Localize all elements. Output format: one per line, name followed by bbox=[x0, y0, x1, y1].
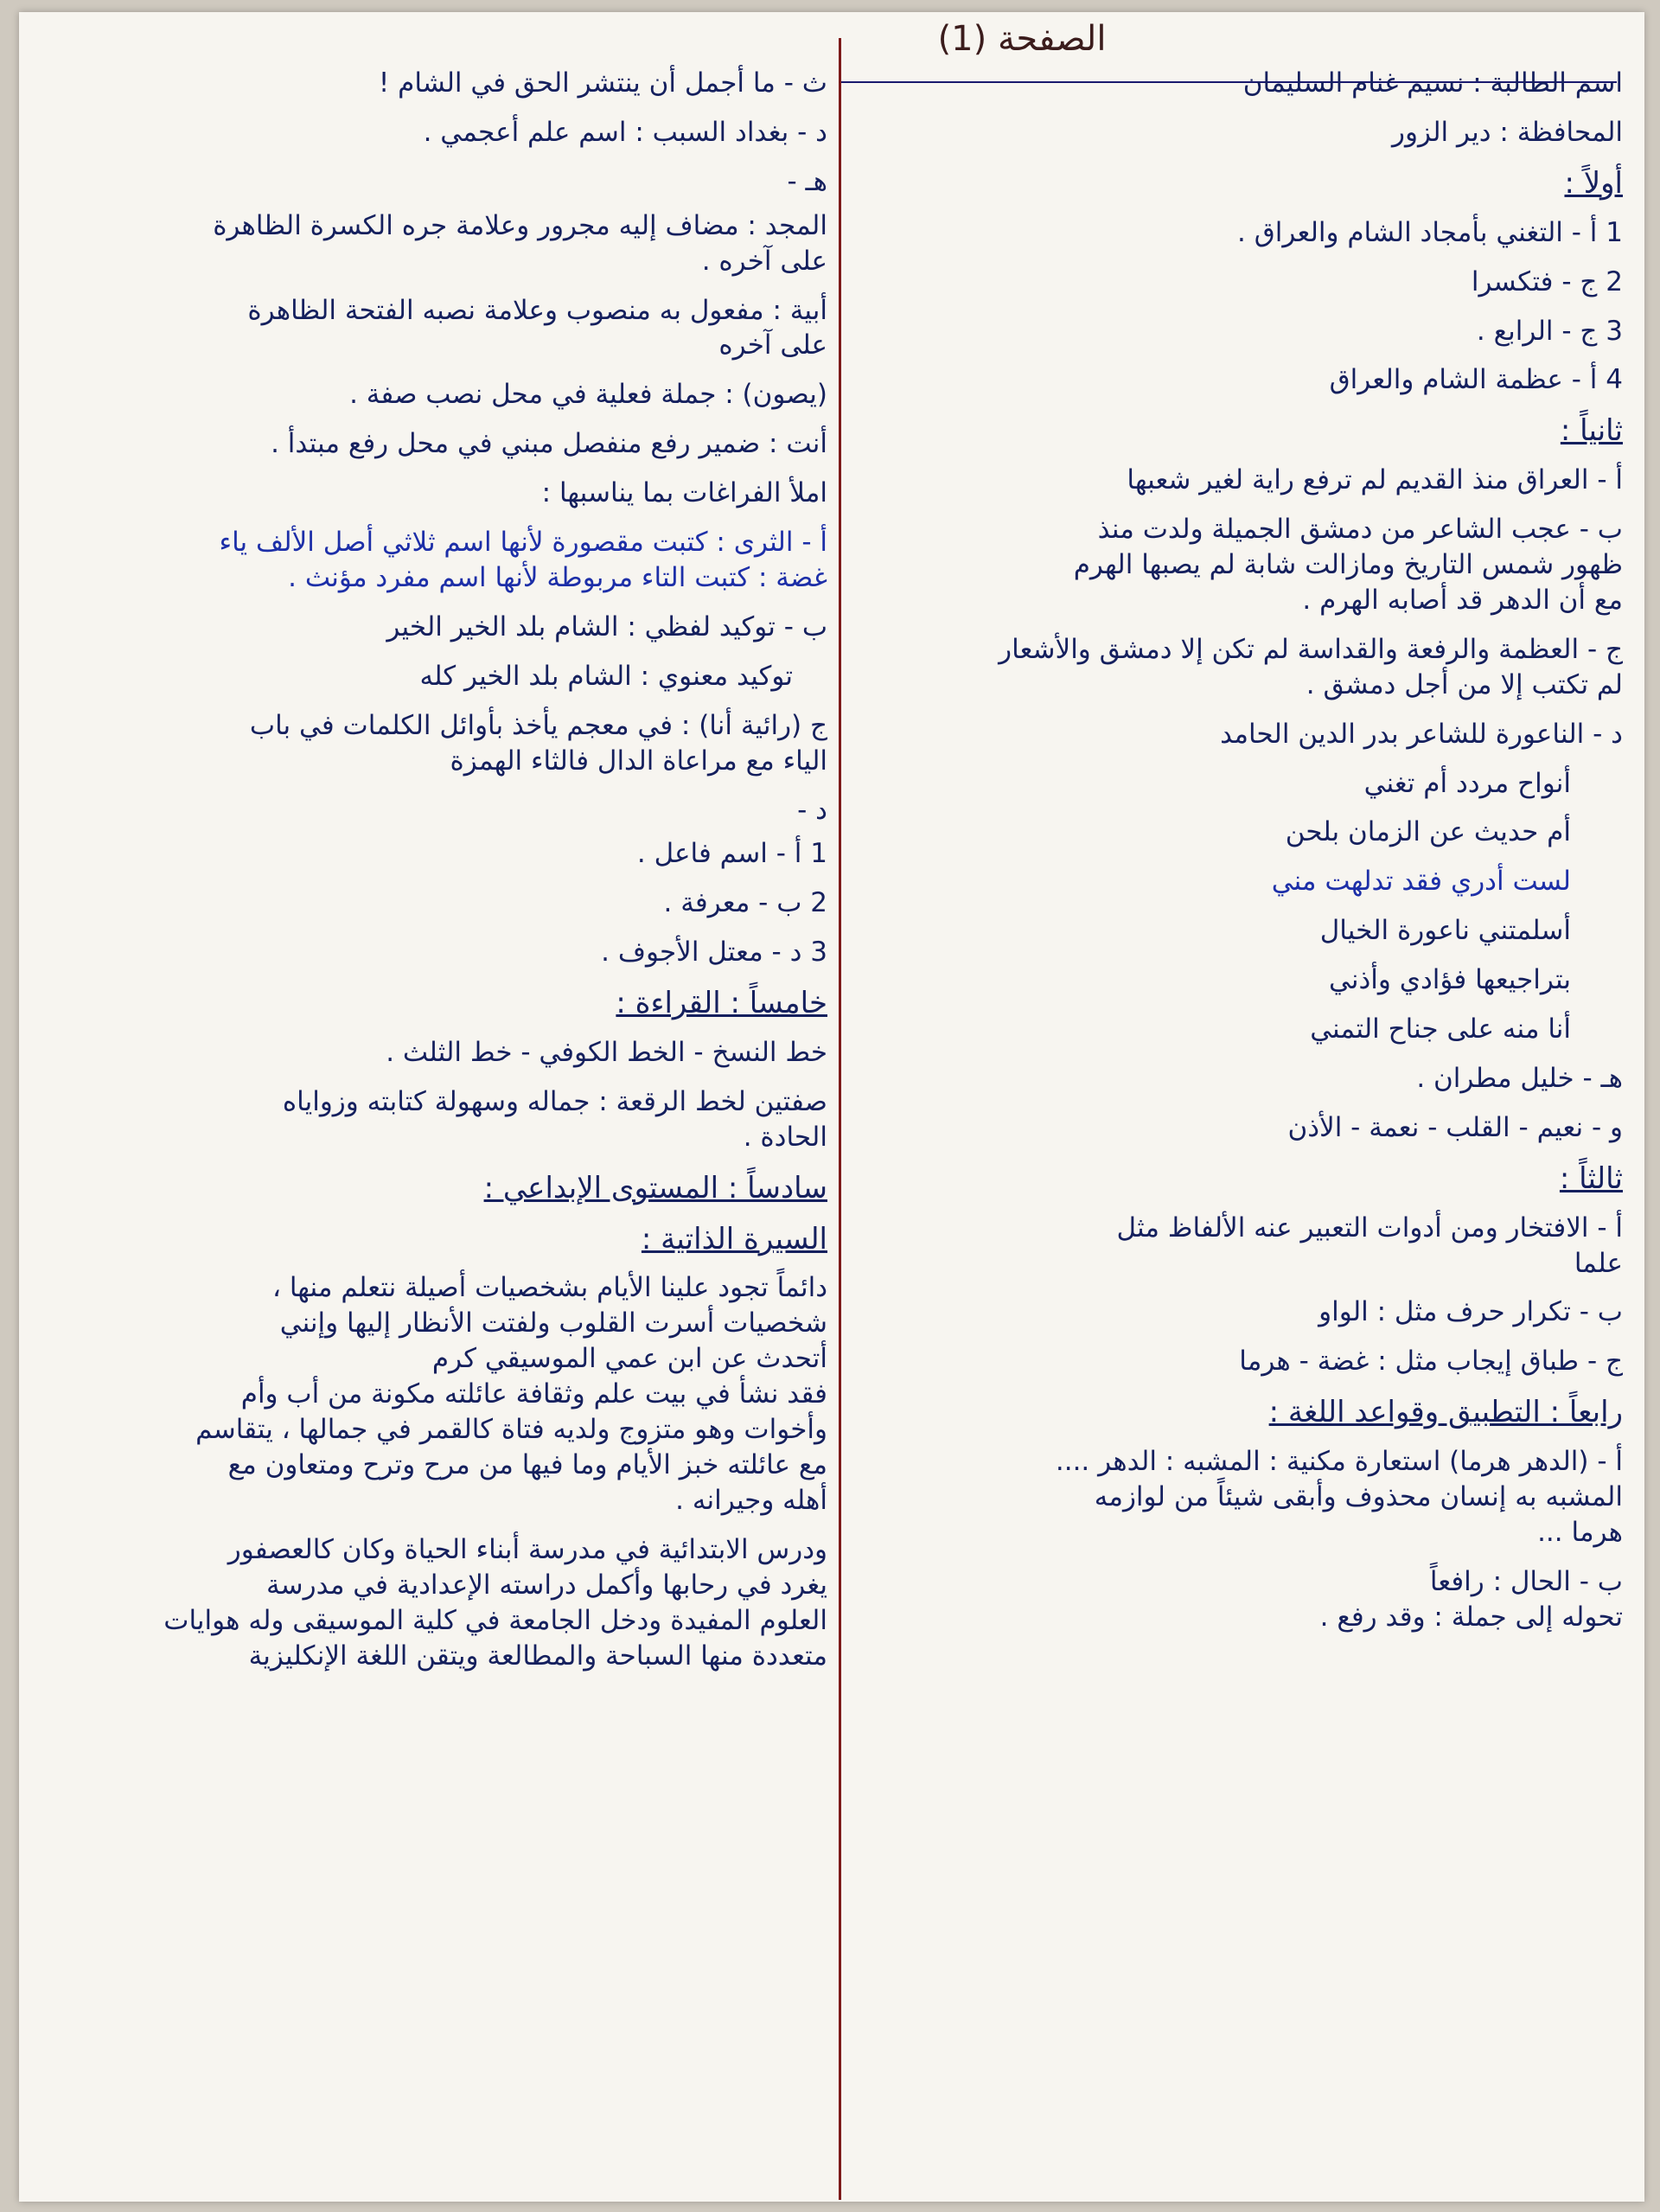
handwritten-line: بتراجيعها فؤادي وأذني bbox=[1329, 964, 1571, 996]
handwritten-line: ثانياً : bbox=[1560, 413, 1623, 449]
handwritten-line: لست أدري فقد تدلهت مني bbox=[1271, 866, 1571, 898]
handwritten-line: دائماً تجود علينا الأيام بشخصيات أصيلة نتعلم منها ، شخصيات أسرت القلوب ولفتت الأنظار إليها وإنني أتحدث عن ابن عمي الموسيقي كرم فقد نشأ في بيت علم وثقافة عائلته مكونة من أب وأم وأخوات وهو متزوج ولديه فتاة كالقمر في جمالها ، يتقاسم مع عائلته خبز الأيام وما فيها من مرح وترح ومتعاون مع أهله وجيرانه . bbox=[195, 1272, 827, 1516]
handwritten-line: 3 ج - الرابع . bbox=[1476, 315, 1623, 347]
handwritten-line: و - نعيم - القلب - نعمة - الأذن bbox=[1287, 1111, 1623, 1143]
handwritten-line: د - الناعورة للشاعر بدر الدين الحامد bbox=[1220, 718, 1623, 750]
handwritten-line: ودرس الابتدائية في مدرسة أبناء الحياة وكان كالعصفور يغرد في رحابها وأكمل دراسته الإعدادية في مدرسة العلوم المفيدة ودخل الجامعة في كلية الموسيقى وله هوايات متعددة منها السباحة والمطالعة ويتقن اللغة الإنكليزية bbox=[163, 1533, 827, 1672]
column-divider bbox=[839, 38, 841, 2200]
handwritten-line: أنت : ضمير رفع منفصل مبني في محل رفع مبتدأ . bbox=[271, 428, 827, 460]
notebook-page bbox=[19, 12, 1644, 2202]
handwritten-line: صفتين لخط الرقعة : جماله وسهولة كتابته وزواياه الحادة . bbox=[282, 1085, 827, 1153]
handwritten-line: أ - العراق منذ القديم لم ترفع راية لغير شعبها bbox=[1127, 464, 1623, 496]
handwritten-line: أ - الافتخار ومن أدوات التعبير عنه الألفاظ مثل علما bbox=[1116, 1211, 1623, 1279]
handwritten-line: المجد : مضاف إليه مجرور وعلامة جره الكسرة الظاهرة على آخره . bbox=[213, 209, 827, 277]
handwritten-line: ب - الحال : رافعاً تحوله إلى جملة : وقد رفع . bbox=[1319, 1565, 1623, 1633]
right-column bbox=[862, 66, 1623, 1649]
handwritten-line: سادساً : المستوى الإبداعي : bbox=[483, 1170, 827, 1205]
page-number: الصفحة (1) bbox=[937, 19, 1107, 59]
handwritten-line: ج - طباق إيجاب مثل : غضة - هرما bbox=[1239, 1346, 1623, 1378]
handwritten-line: 1 أ - اسم فاعل . bbox=[636, 838, 827, 870]
handwritten-line: أنا منه على جناح التمني bbox=[1310, 1013, 1571, 1045]
handwritten-line: ج (رائية أنا) : في معجم يأخذ بأوائل الكلمات في باب الياء مع مراعاة الدال فالثاء الهمزة bbox=[249, 709, 827, 777]
handwritten-line: أولاً : bbox=[1564, 165, 1623, 201]
handwritten-line: هـ - bbox=[787, 165, 827, 197]
handwritten-line: أم حديث عن الزمان بلحن bbox=[1285, 816, 1571, 848]
handwritten-line: رابعاً : التطبيق وقواعد اللغة : bbox=[1268, 1395, 1623, 1430]
handwritten-line: 2 ب - معرفة . bbox=[663, 887, 827, 919]
handwritten-line: ب - تكرار حرف مثل : الواو bbox=[1318, 1296, 1623, 1328]
handwritten-line: ب - عجب الشاعر من دمشق الجميلة ولدت منذ ظهور شمس التاريخ ومازالت شابة لم يصبها الهرم مع أن الدهر قد أصابه الهرم . bbox=[1073, 514, 1623, 616]
handwritten-line: د - بغداد السبب : اسم علم أعجمي . bbox=[423, 116, 827, 148]
handwritten-line: توكيد معنوي : الشام بلد الخير كله bbox=[419, 660, 793, 692]
handwritten-line: خط النسخ - الخط الكوفي - خط الثلث . bbox=[386, 1037, 827, 1068]
handwritten-line: 1 أ - التغني بأمجاد الشام والعراق . bbox=[1237, 216, 1623, 248]
left-column bbox=[54, 66, 827, 1687]
handwritten-line: 2 ج - فتكسرا bbox=[1471, 265, 1623, 297]
handwritten-line: خامساً : القراءة : bbox=[616, 986, 827, 1021]
handwritten-line: أبية : مفعول به منصوب وعلامة نصبه الفتحة الظاهرة على آخره bbox=[247, 294, 827, 361]
handwritten-line: ج - العظمة والرفعة والقداسة لم تكن إلا دمشق والأشعار لم تكتب إلا من أجل دمشق . bbox=[999, 633, 1623, 700]
handwritten-line: (يصون) : جملة فعلية في محل نصب صفة . bbox=[349, 379, 827, 411]
handwritten-line: اسم الطالبة : نسيم غنام السليمان bbox=[1242, 67, 1623, 99]
handwritten-line: د - bbox=[797, 794, 827, 826]
handwritten-line: ب - توكيد لفظي : الشام بلد الخير الخير bbox=[386, 611, 827, 643]
handwritten-line: هـ - خليل مطران . bbox=[1416, 1062, 1623, 1094]
handwritten-line: 3 د - معتل الأجوف . bbox=[601, 937, 827, 969]
handwritten-line: ثالثاً : bbox=[1559, 1160, 1623, 1196]
handwritten-line: أ - الثرى : كتبت مقصورة لأنها اسم ثلاثي أصل الألف ياء غضة : كتبت التاء مربوطة لأنها اسم مفرد مؤنث . bbox=[219, 527, 827, 593]
handwritten-line: املأ الفراغات بما يناسبها : bbox=[541, 477, 827, 509]
handwritten-line: 4 أ - عظمة الشام والعراق bbox=[1329, 364, 1623, 396]
handwritten-line: أ - (الدهر هرما) استعارة مكنية : المشبه : الدهر .... المشبه به إنسان محذوف وأبقى شيئاً من لوازمه هرما ... bbox=[1055, 1446, 1623, 1548]
handwritten-line: أسلمتني ناعورة الخيال bbox=[1319, 915, 1571, 947]
handwritten-line: السيرة الذاتية : bbox=[641, 1221, 827, 1256]
handwritten-line: أنواح مردد أم تغني bbox=[1363, 767, 1571, 799]
handwritten-line: ث - ما أجمل أن ينتشر الحق في الشام ! bbox=[378, 67, 827, 99]
handwritten-line: المحافظة : دير الزور bbox=[1392, 116, 1623, 148]
